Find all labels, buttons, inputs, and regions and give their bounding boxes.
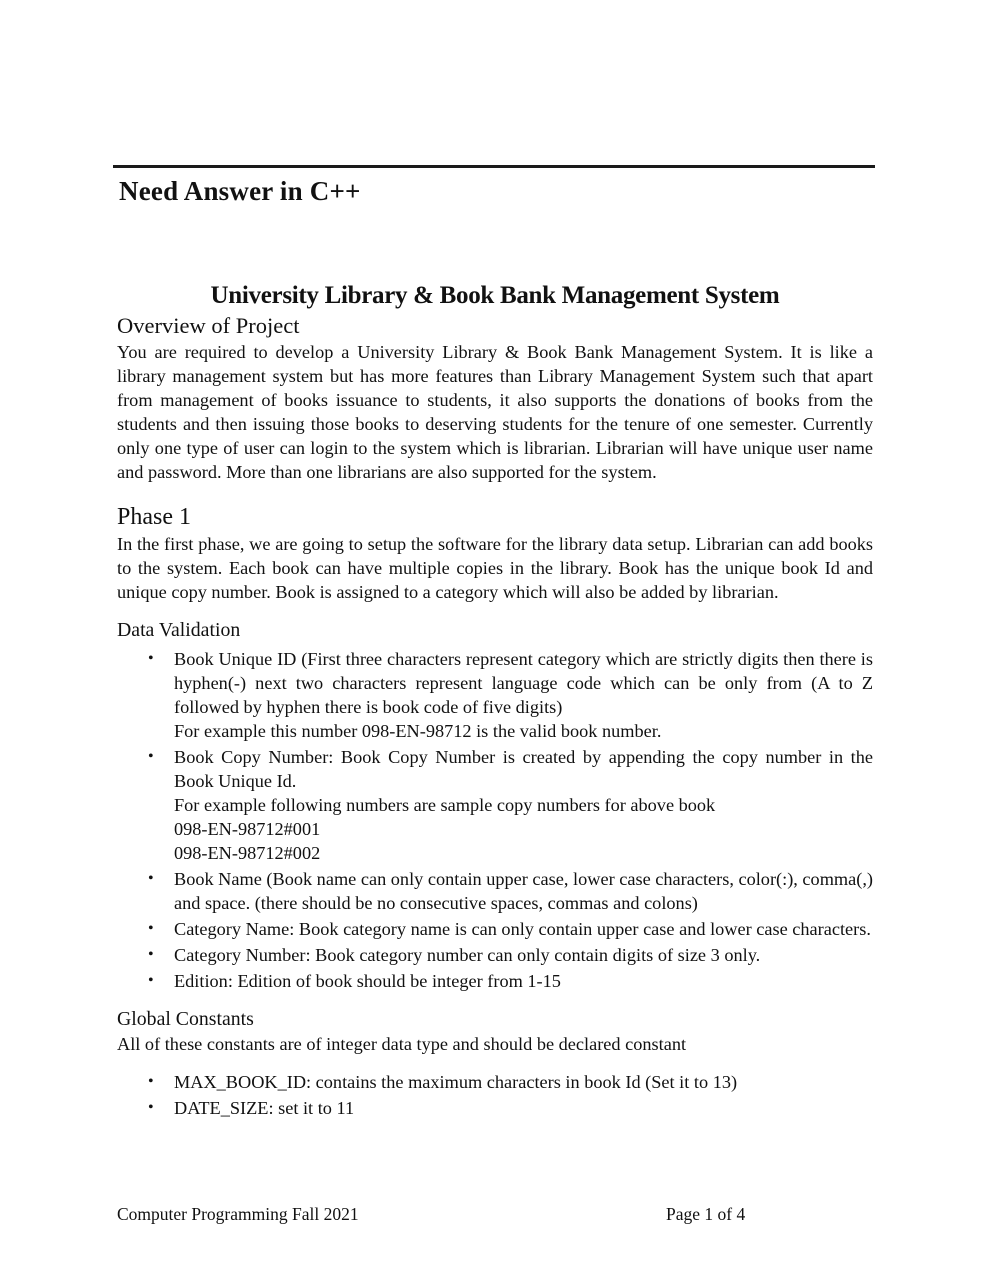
top-horizontal-rule — [113, 165, 875, 168]
data-validation-list — [117, 647, 873, 993]
bullet-icon: • — [148, 870, 154, 887]
validation-item-example: For example following numbers are sample copy numbers for above book — [174, 795, 716, 815]
bullet-icon: • — [148, 748, 154, 765]
bullet-icon: • — [148, 1073, 154, 1090]
document-title: University Library & Book Bank Management System — [210, 282, 780, 309]
list-item — [148, 1096, 873, 1120]
list-item — [148, 1070, 873, 1094]
list-item — [148, 745, 873, 865]
global-constants-heading: Global Constants — [117, 1008, 254, 1030]
bullet-icon: • — [148, 972, 154, 989]
phase1-heading: Phase 1 — [117, 504, 191, 530]
document-body — [117, 280, 873, 1122]
validation-item-text: Category Number: Book category number can only contain digits of size 3 only. — [174, 945, 761, 965]
global-constants-list — [117, 1070, 873, 1120]
overview-paragraph: You are required to develop a University Library & Book Bank Management System. It is like a library management system but has more features than Library Management System such that apart from management of books issuance to students, it also supports the donations of books from the students and then issuing those books to deserving students for the tenure of one semester. Currently only one type of user can login to the system which is librarian. Librarian will have unique user name and password. More than one librarians are also supported for the system. — [117, 342, 873, 482]
validation-item-sample: 098-EN-98712#001 — [174, 819, 321, 839]
validation-item-text: Edition: Edition of book should be integer from 1-15 — [174, 971, 561, 991]
need-answer-note: Need Answer in C++ — [119, 176, 361, 206]
validation-item-text: Category Name: Book category name is can only contain upper case and lower case characters. — [174, 919, 871, 939]
footer-course: Computer Programming Fall 2021 — [117, 1204, 359, 1224]
list-item — [148, 969, 873, 993]
validation-item-text: Book Unique ID (First three characters represent category which are strictly digits then there is hyphen(-) next two characters represent language code which can be only from (A to Z followed by hyphen there is book code of five digits) — [174, 649, 873, 717]
footer-page-number: Page 1 of 4 — [666, 1204, 746, 1224]
bullet-icon: • — [148, 1099, 154, 1116]
constant-item-text: DATE_SIZE: set it to 11 — [174, 1098, 355, 1118]
validation-item-example: For example this number 098-EN-98712 is the valid book number. — [174, 721, 662, 741]
global-constants-paragraph: All of these constants are of integer data type and should be declared constant — [117, 1034, 687, 1054]
data-validation-heading: Data Validation — [117, 619, 241, 641]
validation-item-text: Book Copy Number: Book Copy Number is created by appending the copy number in the Book Unique Id. — [174, 747, 873, 791]
list-item — [148, 917, 873, 941]
list-item — [148, 943, 873, 967]
validation-item-text: Book Name (Book name can only contain upper case, lower case characters, color(:), comma(,) and space. (there should be no consecutive spaces, commas and colons) — [174, 869, 873, 913]
list-item — [148, 647, 873, 743]
list-item — [148, 867, 873, 915]
bullet-icon: • — [148, 946, 154, 963]
constant-item-text: MAX_BOOK_ID: contains the maximum characters in book Id (Set it to 13) — [174, 1072, 738, 1092]
overview-heading: Overview of Project — [117, 313, 300, 338]
phase1-paragraph: In the first phase, we are going to setup the software for the library data setup. Librarian can add books to the system. Each book can have multiple copies in the library. Book has the unique book Id and unique copy number. Book is assigned to a category which will also be added by librarian. — [117, 534, 873, 602]
bullet-icon: • — [148, 650, 154, 667]
validation-item-sample: 098-EN-98712#002 — [174, 843, 321, 863]
bullet-icon: • — [148, 920, 154, 937]
